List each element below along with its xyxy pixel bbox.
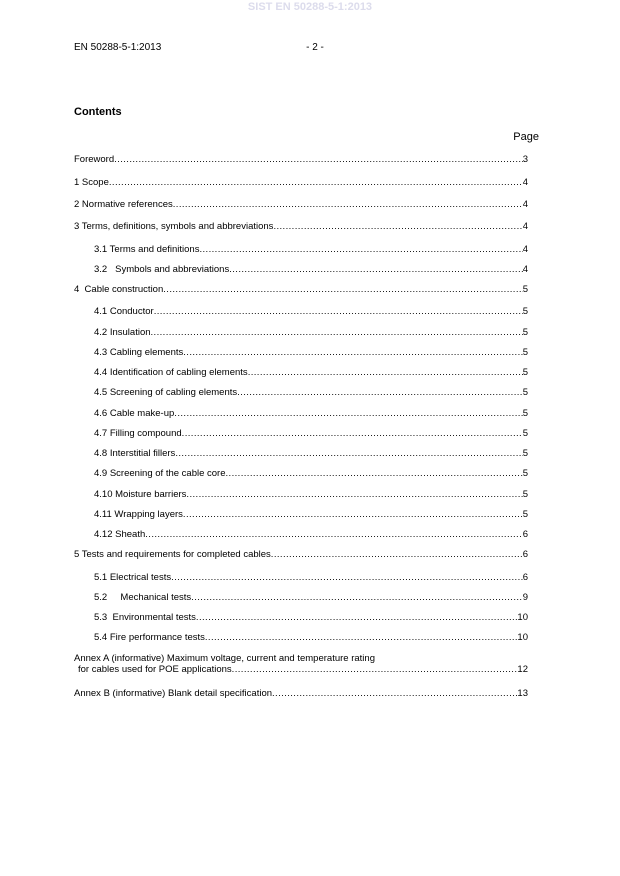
page-column-label: Page [513, 131, 539, 143]
toc-entry-scope[interactable] [74, 175, 528, 189]
dot-leader [199, 244, 522, 256]
toc-page: 4 [522, 264, 528, 275]
toc-page: 5 [522, 367, 528, 378]
toc-page: 5 [522, 284, 528, 295]
dot-leader [273, 221, 522, 233]
toc-page: 9 [522, 592, 528, 603]
toc-label: 4.11 Wrapping layers [94, 509, 183, 520]
toc-label: 1 Scope [74, 177, 109, 188]
toc-label: 4.12 Sheath [94, 529, 146, 540]
toc-label: 5.4 Fire performance tests [94, 632, 205, 643]
toc-label: 5.2 Mechanical tests [94, 592, 192, 603]
toc-page: 4 [522, 199, 528, 210]
dot-leader [226, 468, 523, 480]
dot-leader [272, 688, 517, 700]
toc-page: 5 [522, 408, 528, 419]
toc-entry-4-9[interactable] [94, 466, 528, 480]
toc-entry-foreword[interactable] [74, 152, 528, 166]
toc-page: 5 [522, 509, 528, 520]
toc-entry-tests-requirements[interactable] [74, 547, 528, 561]
toc-label: 4.5 Screening of cabling elements [94, 387, 238, 398]
dot-leader [183, 347, 522, 359]
toc-page: 4 [522, 177, 528, 188]
toc-page: 5 [522, 327, 528, 338]
contents-heading: Contents [74, 106, 122, 118]
toc-page: 10 [517, 612, 528, 623]
toc-label: Annex B (informative) Blank detail specification [74, 688, 273, 699]
toc-entry-4-7[interactable] [94, 426, 528, 440]
dot-leader [174, 408, 522, 420]
toc-page: 6 [522, 549, 528, 560]
toc-entry-5-2[interactable] [94, 590, 528, 604]
toc-entry-4-11[interactable] [94, 507, 528, 521]
toc-label: 5 Tests and requirements for completed cables [74, 549, 271, 560]
toc-label: 4.6 Cable make-up [94, 408, 175, 419]
toc-label: 3.2 Symbols and abbreviations [94, 264, 230, 275]
toc-page: 5 [522, 468, 528, 479]
toc-entry-cable-construction[interactable] [74, 282, 528, 296]
dot-leader [109, 177, 523, 189]
dot-leader [186, 489, 522, 501]
toc-entry-5-4[interactable] [94, 630, 528, 644]
toc-page: 3 [522, 154, 528, 165]
toc-page: 10 [517, 632, 528, 643]
toc-entry-3-1[interactable] [94, 242, 528, 256]
toc-entry-terms-definitions[interactable] [74, 219, 528, 233]
toc-entry-4-5[interactable] [94, 385, 528, 399]
toc-entry-4-6[interactable] [94, 406, 528, 420]
dot-leader [232, 664, 518, 676]
document-id: EN 50288-5-1:2013 [74, 42, 162, 53]
dot-leader [175, 448, 522, 460]
toc-entry-3-2[interactable] [94, 262, 528, 276]
toc-label: 3 Terms, definitions, symbols and abbreviations [74, 221, 274, 232]
page-number: - 2 - [306, 42, 324, 53]
toc-page: 5 [522, 306, 528, 317]
toc-label: 4.7 Filling compound [94, 428, 182, 439]
dot-leader [154, 306, 523, 318]
toc-page: 13 [517, 688, 528, 699]
toc-entry-annex-b[interactable] [74, 686, 528, 700]
toc-label-line2: for cables used for POE applications [78, 664, 232, 675]
dot-leader [145, 529, 522, 541]
toc-label: 4.1 Conductor [94, 306, 154, 317]
toc-entry-4-10[interactable] [94, 487, 528, 501]
toc-entry-normative-references[interactable] [74, 197, 528, 211]
dot-leader [182, 428, 523, 440]
dot-leader [196, 612, 518, 624]
toc-page: 5 [522, 387, 528, 398]
toc-entry-4-12[interactable] [94, 527, 528, 541]
toc-entry-4-8[interactable] [94, 446, 528, 460]
toc-label: 4.9 Screening of the cable core [94, 468, 226, 479]
dot-leader [114, 154, 523, 166]
dot-leader [271, 549, 523, 561]
toc-entry-4-2[interactable] [94, 325, 528, 339]
toc-label-line1: Annex A (informative) Maximum voltage, current and temperature rating [74, 653, 375, 664]
dot-leader [229, 264, 523, 276]
toc-page: 12 [517, 664, 528, 675]
toc-label: 3.1 Terms and definitions [94, 244, 200, 255]
toc-page: 4 [522, 221, 528, 232]
dot-leader [191, 592, 523, 604]
toc-label: 4.3 Cabling elements [94, 347, 184, 358]
dot-leader [163, 284, 522, 296]
toc-entry-annex-a-line2 [78, 662, 528, 676]
toc-page: 5 [522, 448, 528, 459]
toc-page: 5 [522, 489, 528, 500]
toc-label: 2 Normative references [74, 199, 173, 210]
toc-label: 4 Cable construction [74, 284, 164, 295]
toc-label: 4.2 Insulation [94, 327, 151, 338]
toc-label: 4.4 Identification of cabling elements [94, 367, 248, 378]
toc-page: 5 [522, 347, 528, 358]
toc-label: 4.8 Interstitial fillers [94, 448, 176, 459]
toc-label: 5.3 Environmental tests [94, 612, 196, 623]
dot-leader [183, 509, 523, 521]
toc-entry-5-1[interactable] [94, 570, 528, 584]
dot-leader [151, 327, 523, 339]
dot-leader [237, 387, 523, 399]
toc-entry-4-3[interactable] [94, 345, 528, 359]
toc-entry-5-3[interactable] [94, 610, 528, 624]
dot-leader [173, 199, 523, 211]
dot-leader [248, 367, 523, 379]
dot-leader [205, 632, 518, 644]
toc-page: 5 [522, 428, 528, 439]
toc-entry-4-1[interactable] [94, 304, 528, 318]
toc-entry-4-4[interactable] [94, 365, 528, 379]
toc-page: 4 [522, 244, 528, 255]
toc-label: 4.10 Moisture barriers [94, 489, 187, 500]
toc-label: Foreword [74, 154, 115, 165]
watermark: SIST EN 50288-5-1:2013 [247, 1, 373, 13]
toc-page: 6 [522, 529, 528, 540]
toc-page: 6 [522, 572, 528, 583]
dot-leader [171, 572, 523, 584]
toc-label: 5.1 Electrical tests [94, 572, 172, 583]
